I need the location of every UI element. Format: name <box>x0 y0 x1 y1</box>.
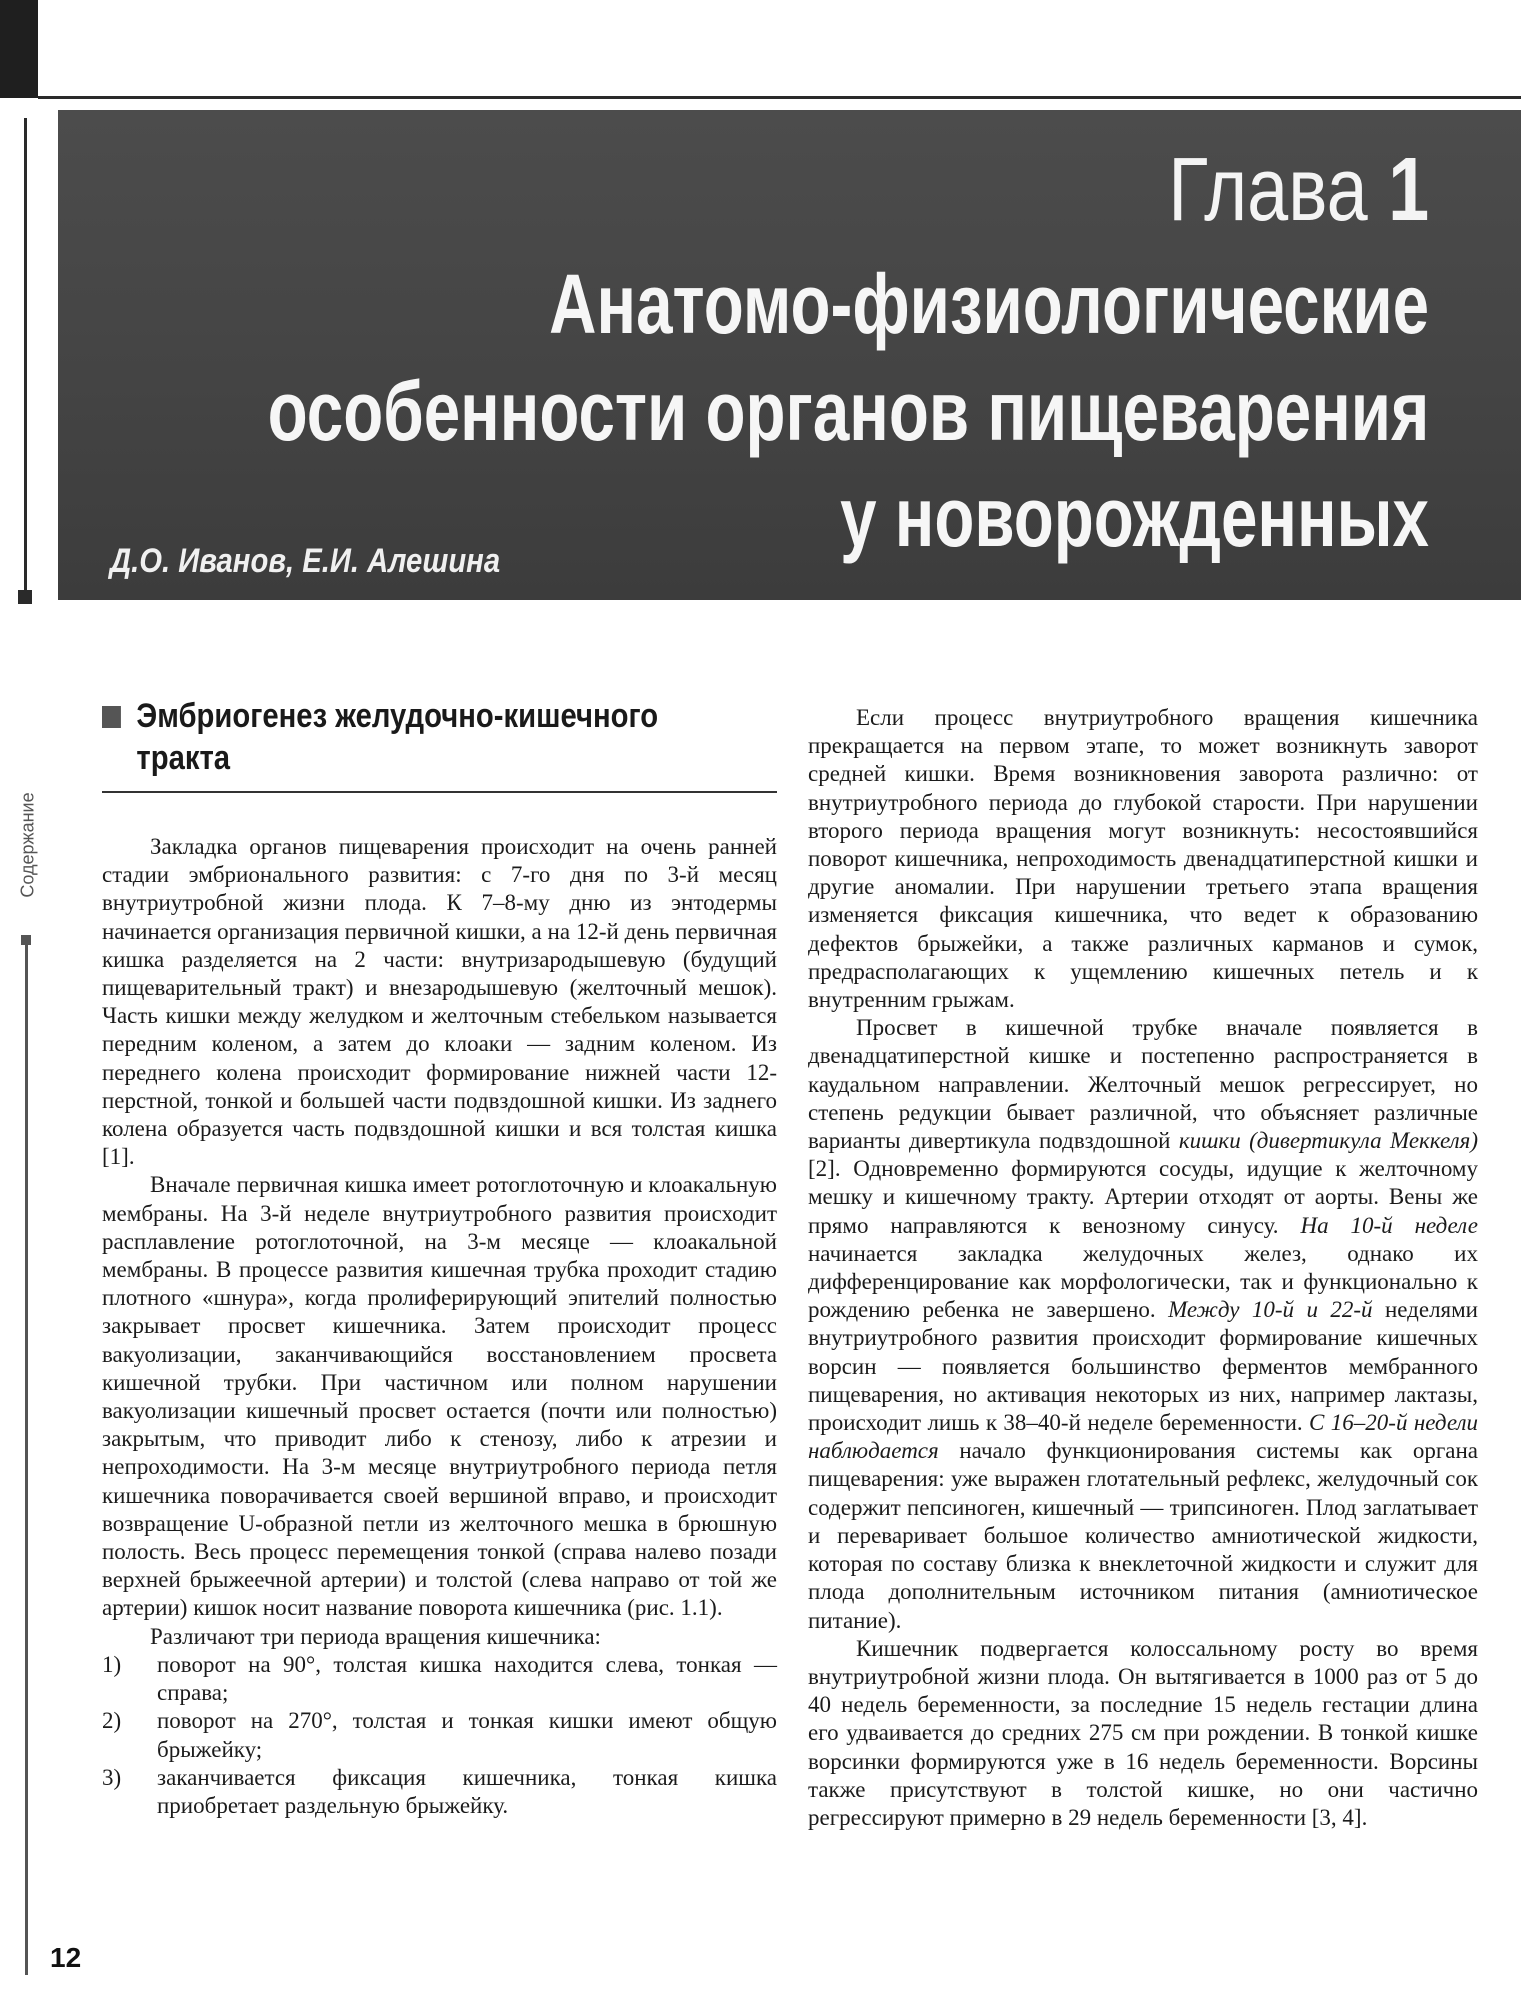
contents-tab-label: Содержание <box>17 792 38 898</box>
page-number: 12 <box>50 1942 82 1973</box>
list-item-number: 3) <box>102 1764 122 1790</box>
paragraph: Различают три периода вращения кишечника: <box>150 1623 601 1649</box>
chapter-title-line-1: Анатомо-физиологические <box>549 257 1429 351</box>
left-column <box>102 695 777 1820</box>
list-item-number: 1) <box>102 1651 122 1677</box>
emphasis: кишки (дивертикула Меккеля) <box>1178 1128 1478 1154</box>
emphasis: На 10-й неделе <box>1300 1212 1478 1238</box>
side-line-top <box>24 118 27 598</box>
text-run: начинается закладка желудочных желез, однако их дифференцирование как морфологически, так и функционально к рождению ребенка не завершено. <box>808 1240 1478 1323</box>
top-bar <box>0 0 1521 98</box>
chapter-number: 1 <box>1387 140 1429 240</box>
chapter-title-line-2: особенности органов пищеварения <box>267 364 1429 458</box>
section-rule <box>102 791 777 793</box>
list-item <box>102 1764 777 1820</box>
heading-square-icon <box>102 706 121 728</box>
emphasis: С 16–20-й недели наблюдается <box>808 1410 1478 1464</box>
rotation-periods-list <box>102 1651 777 1820</box>
list-item-number: 2) <box>102 1708 122 1734</box>
top-corner-block <box>0 0 38 98</box>
top-rule <box>38 96 1521 99</box>
text-run: начало функционирования системы как органа пищеварения: уже выражен глотательный рефлекс, желудочный сок содержит пепсиноген, кишечный — трипсиноген. Плод заглатывает и переваривает большое количество амниотической жидкости, которая по составу близка к внеклеточной жидкости и служит для плода дополнительным источником питания (амниотическое питание). <box>808 1438 1478 1633</box>
section-heading <box>102 695 683 779</box>
side-line-bottom <box>25 935 28 1975</box>
section-heading-line-1: Эмбриогенез желудочно-кишечного <box>136 697 659 735</box>
contents-tab[interactable] <box>13 770 43 920</box>
list-item-text: поворот на 90°, толстая кишка находится слева, тонкая — справа; <box>157 1651 777 1706</box>
chapter-authors: Д.О. Иванов, Е.И. Алешина <box>110 542 501 580</box>
chapter-banner <box>58 110 1521 600</box>
text-run: неделями внутриутробного развития происходит формирование кишечных ворсин — появляется большинство ферментов мембранного пищеварения, но активация некоторых из них, например лактазы, происходит лишь к 38–40-й неделе беременности. <box>808 1297 1478 1436</box>
chapter-title-line-3: у новорожденных <box>840 470 1429 564</box>
paragraph: Закладка органов пищеварения происходит на очень ранней стадии эмбрионального развития: с 7-го дня по 3-й месяц внутриутробной жизни плода. К 7–8-му дню из энтодермы начинается организация первичной кишки, а на 12-й день первичная кишка разделяется на 2 части: внутризародышевую (будущий пищеварительный тракт) и внезародышевую (желточный мешок). Часть кишки между желудком и желточным стебельком называется передним коленом, а затем до клоаки — задним коленом. Из переднего колена происходит формирование нижней части 12-перстной, тонкой и большей части подвздошной кишки. Из заднего колена образуется часть подвздошной кишки и вся толстая кишка [1]. <box>102 834 777 1170</box>
list-item-text: поворот на 270°, толстая и тонкая кишки имеют общую брыжейку; <box>157 1708 777 1762</box>
section-heading-line-2: тракта <box>136 739 231 777</box>
paragraph <box>808 1014 1478 1634</box>
list-item <box>102 1651 777 1707</box>
emphasis: Между 10-й и 22-й <box>1168 1297 1373 1323</box>
chapter-label <box>1168 140 1429 240</box>
text-run: Просвет в кишечной трубке вначале появляется в двенадцатиперстной кишке и постепенно распространяется в каудальном направлении. Желточный мешок регрессирует, но степень редукции бывает различной, что объясняет различные варианты дивертикула подвздошной <box>808 1015 1478 1154</box>
list-item <box>102 1707 777 1763</box>
paragraph: Кишечник подвергается колоссальному росту во время внутриутробной жизни плода. Он вытягивается в 1000 раз от 5 до 40 недель беременности, за последние 15 недель гестации длина его удваивается до средних 275 см при рождении. В тонкой кишке ворсинки формируются уже в 16 недель беременности. Ворсины также присутствуют в толстой кишке, но они частично регрессируют примерно в 29 недель беременности [3, 4]. <box>808 1635 1478 1830</box>
paragraph: Если процесс внутриутробного вращения кишечника прекращается на первом этапе, то может возникнуть заворот средней кишки. Время возникновения заворота различно: от внутриутробного периода до глубокой старости. При нарушении второго периода вращения могут возникнуть: несостоявшийся поворот кишечника, непроходимость двенадцатиперстной кишки и другие аномалии. При нарушении третьего этапа вращения изменяется фиксация кишечника, что ведет к образованию дефектов брыжейки, а также различных карманов и сумок, предрасполагающих к ущемлению кишечных петель и к внутренним грыжам. <box>808 705 1478 1013</box>
right-column <box>808 704 1478 1832</box>
side-marker-top <box>18 590 32 604</box>
chapter-word: Глава <box>1168 140 1368 240</box>
paragraph: Вначале первичная кишка имеет ротоглоточную и клоакальную мембраны. На 3-й неделе внутриутробного развития происходит расплавление ротоглоточной, на 3-м месяце — клоакальной мембраны. В процессе развития кишечная трубка проходит стадию плотного «шнура», когда пролиферирующий эпителий полностью закрывает просвет кишечника. Затем происходит процесс вакуолизации, заканчивающийся восстановлением просвета кишечной трубки. При частичном или полном нарушении вакуолизации кишечный просвет остается (почти или полностью) закрытым, что приводит либо к стенозу, либо к атрезии и непроходимости. На 3-м месяце внутриутробного периода петля кишечника поворачивается своей вершиной вправо, и происходит возвращение U-образной петли из желточного мешка в брюшную полость. Весь процесс перемещения тонкой (справа налево позади верхней брыжеечной артерии) и толстой (слева направо от той же артерии) кишок носит название поворота кишечника (рис. 1.1). <box>102 1172 777 1621</box>
list-item-text: заканчивается фиксация кишечника, тонкая кишка приобретает раздельную брыжейку. <box>157 1764 777 1818</box>
text-run: [2]. Одновременно формируются сосуды, идущие к желточному мешку и кишечному тракту. Артерии отходят от аорты. Вены же прямо направляются к венозному синусу. <box>808 1156 1478 1238</box>
